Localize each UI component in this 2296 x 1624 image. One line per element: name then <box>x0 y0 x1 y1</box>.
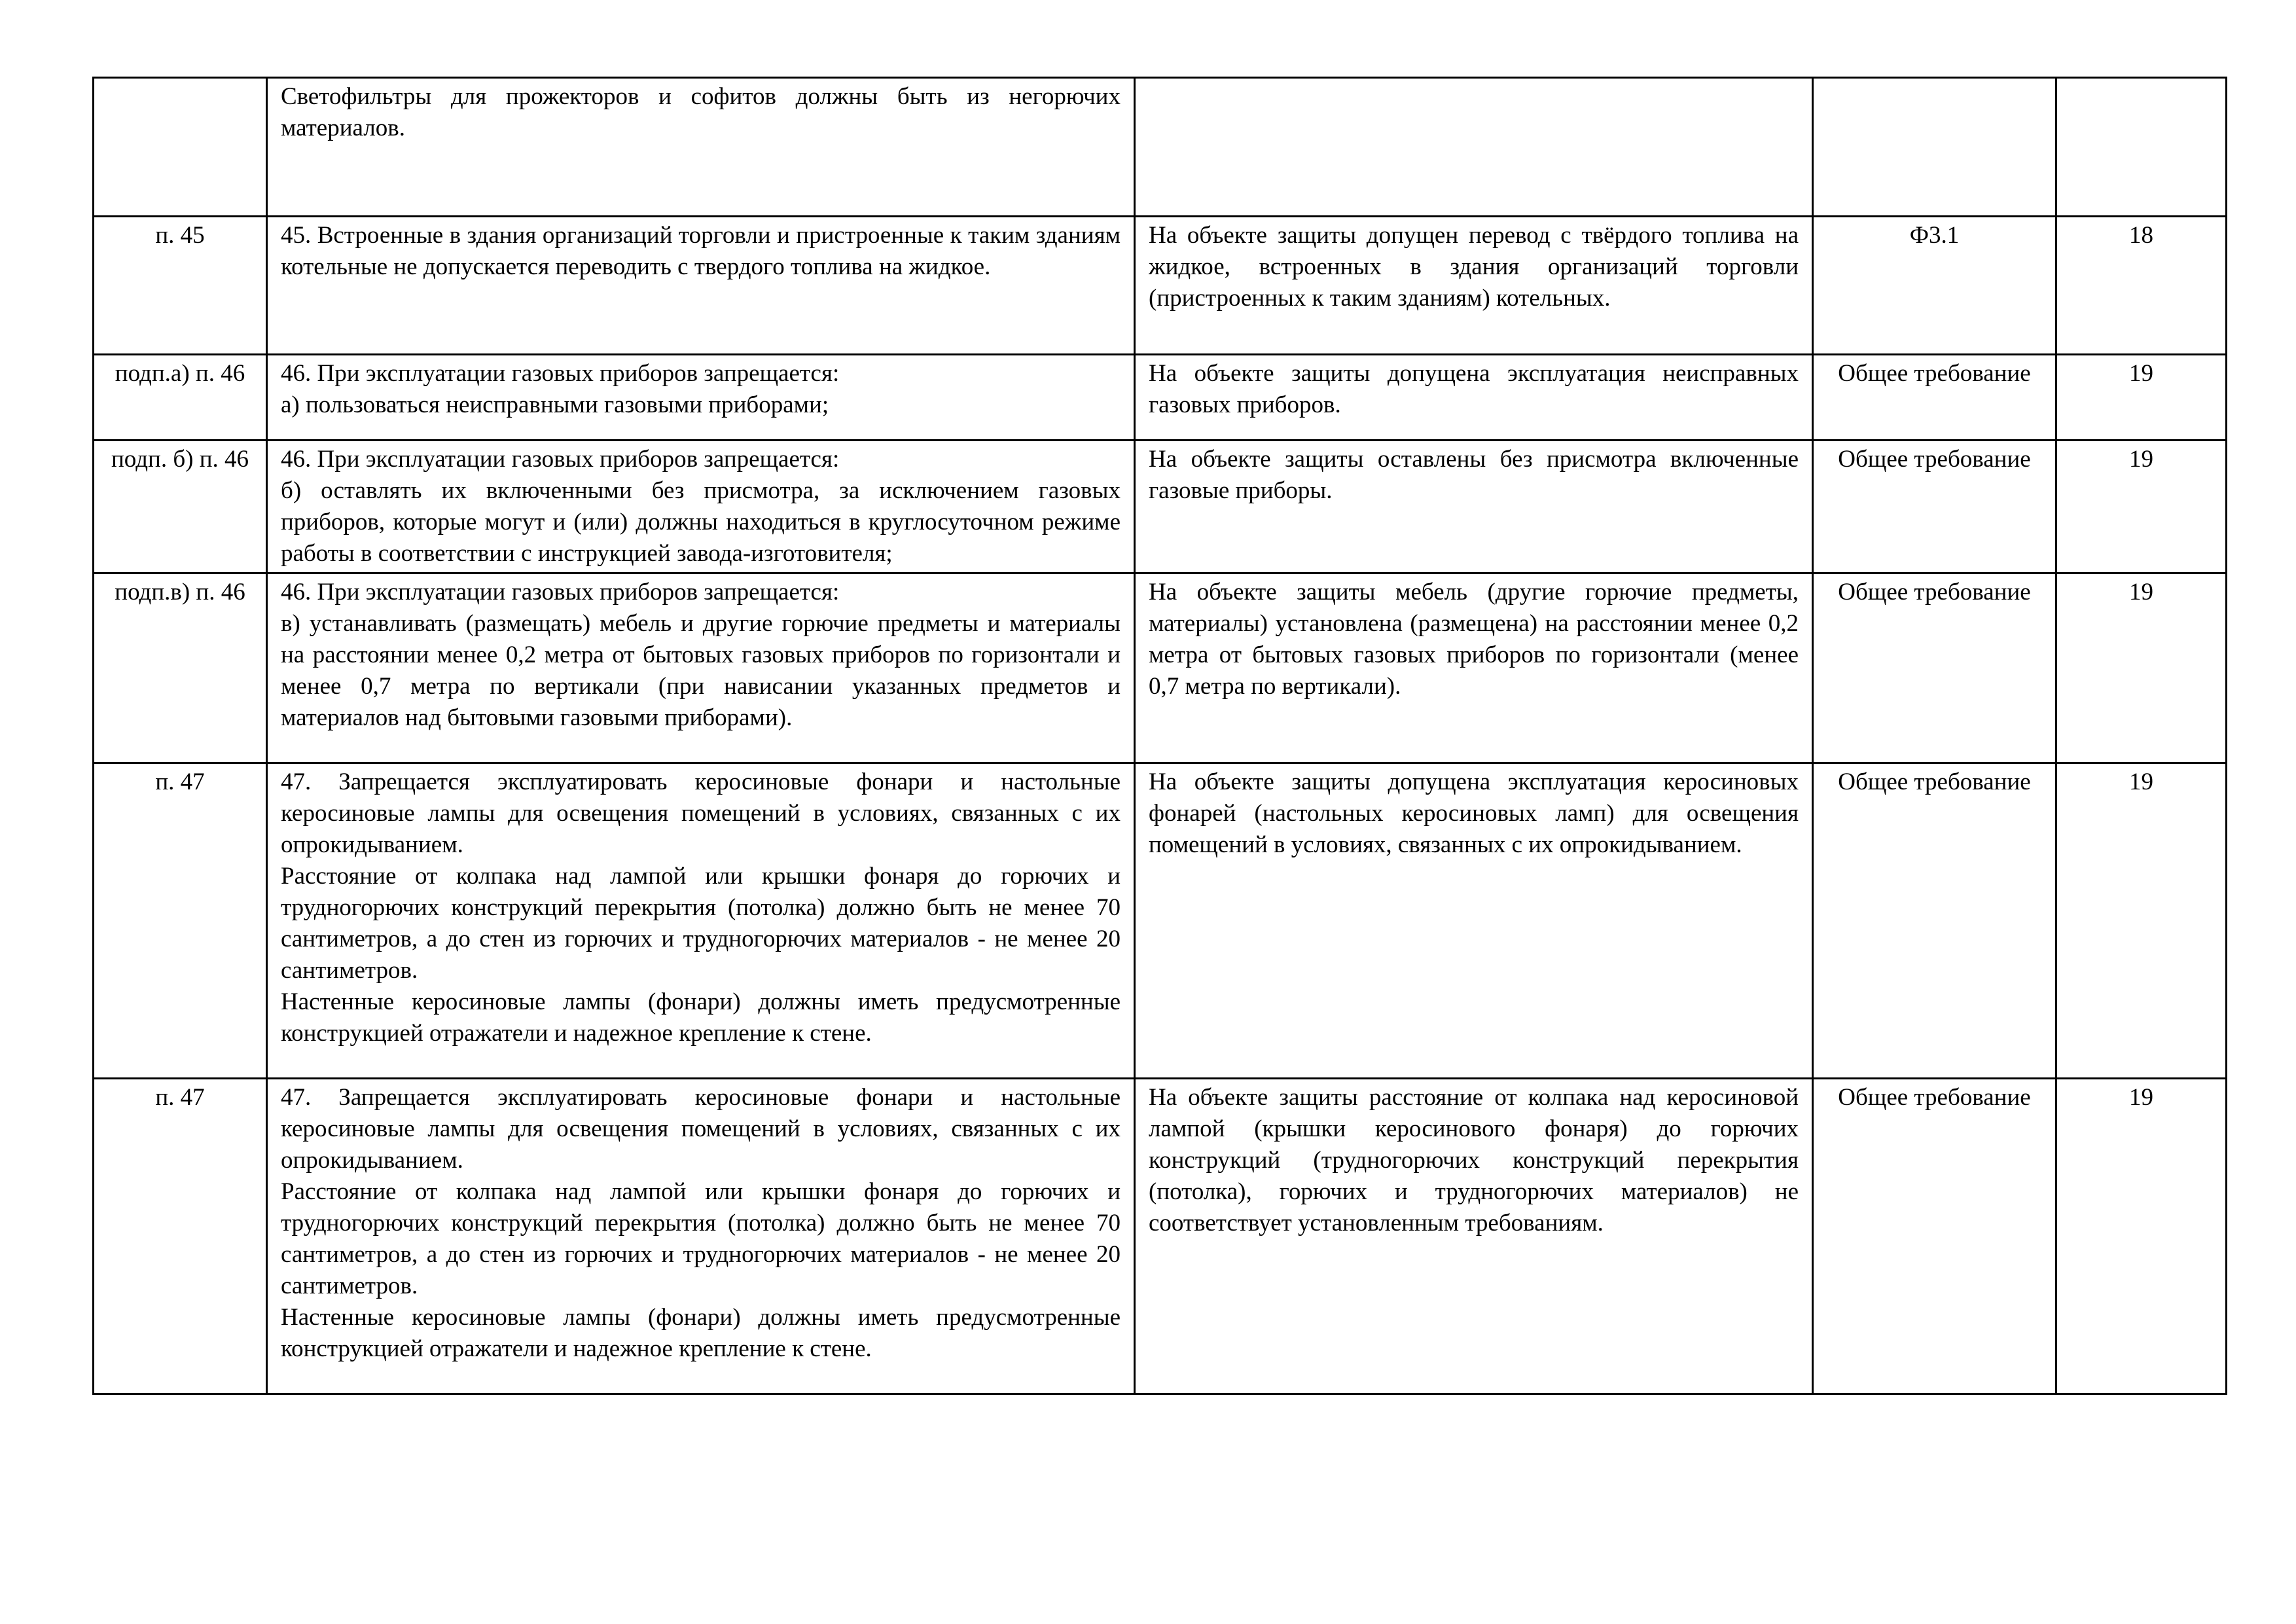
requirement-paragraph: 47. Запрещается эксплуатировать керосиновые фонари и настольные керосиновые лампы для освещения помещений в условиях, связанных с их опрокидыванием. <box>281 768 1121 858</box>
requirement-paragraph: Настенные керосиновые лампы (фонари) должны иметь предусмотренные конструкцией отражатели и надежное крепление к стене. <box>281 1304 1121 1362</box>
classification-cell: Общее требование <box>1813 573 2056 763</box>
ref-cell: п. 47 <box>94 763 267 1079</box>
violation-cell: На объекте защиты мебель (другие горючие предметы, материалы) установлена (размещена) на расстоянии менее 0,2 метра от бытовых газовых приборов по горизонтали (менее 0,7 метра по вертикали). <box>1135 573 1813 763</box>
requirement-paragraph: 45. Встроенные в здания организаций торговли и пристроенные к таким зданиям котельные не допускается переводить с твердого топлива на жидкое. <box>281 222 1121 280</box>
table-row <box>94 1079 2227 1394</box>
article-cell <box>2056 78 2227 217</box>
requirement-paragraph: в) устанавливать (размещать) мебель и другие горючие предметы и материалы на расстоянии менее 0,2 метра от бытовых газовых приборов по горизонтали и менее 0,7 метра по вертикали (при нависании указанных предметов и материалов над бытовыми газовыми приборами). <box>281 610 1121 731</box>
requirement-paragraph: б) оставлять их включенными без присмотра, за исключением газовых приборов, которые могут и (или) должны находиться в круглосуточном режиме работы в соответствии с инструкцией завода-изготовителя; <box>281 477 1121 567</box>
requirement-cell <box>267 217 1135 355</box>
ref-cell: подп.а) п. 46 <box>94 355 267 441</box>
requirement-cell <box>267 573 1135 763</box>
article-cell: 19 <box>2056 441 2227 573</box>
ref-cell <box>94 78 267 217</box>
article-cell: 19 <box>2056 1079 2227 1394</box>
violation-cell: На объекте защиты допущена эксплуатация керосиновых фонарей (настольных керосиновых ламп) для освещения помещений в условиях, связанных с их опрокидыванием. <box>1135 763 1813 1079</box>
article-cell: 19 <box>2056 763 2227 1079</box>
requirement-paragraph: Расстояние от колпака над лампой или крышки фонаря до горючих и трудногорючих конструкций перекрытия (потолка) должно быть не менее 70 сантиметров, а до стен из горючих и трудногорючих материалов - не менее 20 сантиметров. <box>281 863 1121 984</box>
classification-cell: Общее требование <box>1813 441 2056 573</box>
classification-cell: Общее требование <box>1813 763 2056 1079</box>
table-row <box>94 441 2227 573</box>
article-cell: 18 <box>2056 217 2227 355</box>
table-row <box>94 355 2227 441</box>
violation-cell: На объекте защиты допущена эксплуатация неисправных газовых приборов. <box>1135 355 1813 441</box>
requirement-cell <box>267 78 1135 217</box>
ref-cell: подп.в) п. 46 <box>94 573 267 763</box>
requirement-cell <box>267 441 1135 573</box>
requirement-paragraph: Светофильтры для прожекторов и софитов должны быть из негорючих материалов. <box>281 83 1121 141</box>
violation-cell: На объекте защиты оставлены без присмотра включенные газовые приборы. <box>1135 441 1813 573</box>
requirement-paragraph: Настенные керосиновые лампы (фонари) должны иметь предусмотренные конструкцией отражатели и надежное крепление к стене. <box>281 988 1121 1047</box>
requirement-paragraph: 46. При эксплуатации газовых приборов запрещается: <box>281 360 840 387</box>
classification-cell: Ф3.1 <box>1813 217 2056 355</box>
requirement-paragraph: 47. Запрещается эксплуатировать керосиновые фонари и настольные керосиновые лампы для освещения помещений в условиях, связанных с их опрокидыванием. <box>281 1084 1121 1174</box>
ref-cell: подп. б) п. 46 <box>94 441 267 573</box>
requirement-cell <box>267 355 1135 441</box>
requirement-paragraph: а) пользоваться неисправными газовыми приборами; <box>281 391 829 418</box>
violation-cell: На объекте защиты допущен перевод с твёрдого топлива на жидкое, встроенных в здания организаций торговли (пристроенных к таким зданиям) котельных. <box>1135 217 1813 355</box>
requirement-cell <box>267 1079 1135 1394</box>
table-row <box>94 78 2227 217</box>
requirement-paragraph: 46. При эксплуатации газовых приборов запрещается: <box>281 579 840 605</box>
violation-cell <box>1135 78 1813 217</box>
ref-cell: п. 45 <box>94 217 267 355</box>
table-row <box>94 217 2227 355</box>
requirement-paragraph: Расстояние от колпака над лампой или крышки фонаря до горючих и трудногорючих конструкций перекрытия (потолка) должно быть не менее 70 сантиметров, а до стен из горючих и трудногорючих материалов - не менее 20 сантиметров. <box>281 1178 1121 1299</box>
article-cell: 19 <box>2056 355 2227 441</box>
classification-cell: Общее требование <box>1813 1079 2056 1394</box>
ref-cell: п. 47 <box>94 1079 267 1394</box>
classification-cell: Общее требование <box>1813 355 2056 441</box>
classification-cell <box>1813 78 2056 217</box>
article-cell: 19 <box>2056 573 2227 763</box>
requirements-table <box>92 77 2227 1395</box>
violation-cell: На объекте защиты расстояние от колпака над керосиновой лампой (крышки керосинового фонаря) до горючих конструкций (трудногорючих конструкций перекрытия (потолка), горючих и трудногорючих материалов) не соответствует установленным требованиям. <box>1135 1079 1813 1394</box>
table-row <box>94 573 2227 763</box>
requirement-paragraph: 46. При эксплуатации газовых приборов запрещается: <box>281 446 840 473</box>
table-row <box>94 763 2227 1079</box>
requirement-cell <box>267 763 1135 1079</box>
